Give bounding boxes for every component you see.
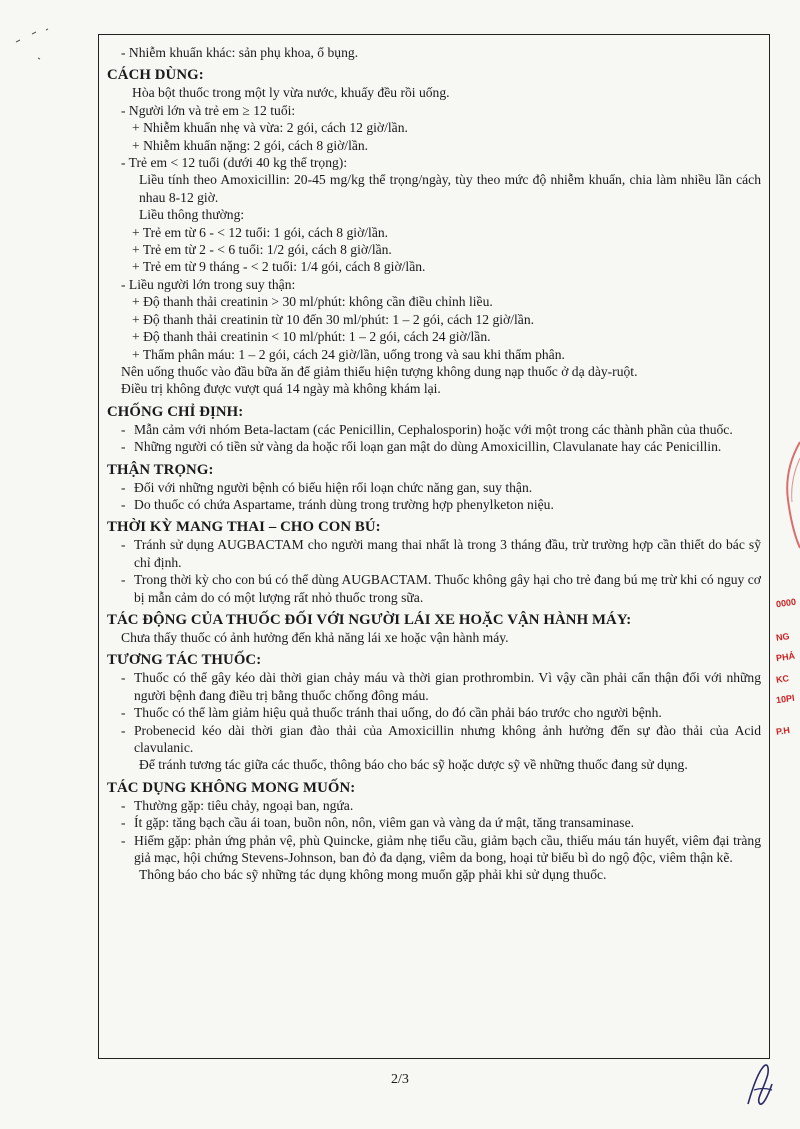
signature-icon [742,1060,778,1110]
list-item: - Tránh sử dụng AUGBACTAM cho người mang thai nhất là trong 3 tháng đầu, trừ trường hợp cần thiết do bác sỹ chỉ định. [121,537,761,570]
section-tac-dung-phu [107,779,761,884]
section-title: TƯƠNG TÁC THUỐC: [107,652,262,669]
text-line: Nên uống thuốc vào đầu bữa ăn để giảm thiểu hiện tượng không dung nạp thuốc ở dạ dày-ruột. [121,363,638,379]
list-item: - Thuốc có thể gây kéo dài thời gian chảy máu và thời gian prothrombin. Vì vậy cần phải cẩn thận đối với những người bệnh đang điều trị bằng thuốc chống đông máu. [121,670,761,703]
text-line: + Trẻ em từ 2 - < 6 tuổi: 1/2 gói, cách 8 giờ/lần. [132,242,392,258]
list-item: - Mẫn cảm với nhóm Beta-lactam (các Penicillin, Cephalosporin) hoặc với một trong các thành phần của thuốc. [121,421,733,437]
note-line: Thông báo cho bác sỹ những tác dụng không mong muốn gặp phải khi sử dụng thuốc. [139,867,607,883]
text-line: - Trẻ em < 12 tuổi (dưới 40 kg thể trọng): [121,155,348,171]
section-than-trong [107,461,761,514]
section-title: CÁCH DÙNG: [107,67,204,84]
stamp-text: 10PI [775,692,796,706]
list-item: - Ít gặp: tăng bạch cầu ái toan, buồn nôn, nôn, viêm gan và vàng da ứ mật, tăng transaminase. [121,815,634,831]
document-frame [98,34,770,1059]
section-title: TÁC DỤNG KHÔNG MONG MUỐN: [107,779,356,796]
text-line: + Trẻ em từ 9 tháng - < 2 tuổi: 1/4 gói, cách 8 giờ/lần. [132,259,426,275]
text-line: - Người lớn và trẻ em ≥ 12 tuổi: [121,102,296,118]
section-title: THẬN TRỌNG: [107,461,214,478]
stamp-text: P.H [775,725,791,737]
list-item: - Do thuốc có chứa Aspartame, tránh dùng trong trường hợp phenylketon niệu. [121,496,554,512]
section-mang-thai [107,518,761,606]
text-line: Hòa bột thuốc trong một ly vừa nước, khuấy đều rồi uống. [132,85,450,101]
text-line: Chưa thấy thuốc có ảnh hưởng đến khả năng lái xe hoặc vận hành máy. [121,629,509,645]
text-line: + Độ thanh thải creatinin từ 10 đến 30 ml/phút: 1 – 2 gói, cách 12 giờ/lần. [132,311,535,327]
list-item: - Probenecid kéo dài thời gian đào thải của Amoxicillin nhưng không ảnh hưởng đến sự đào thải của Acid clavulanic. [121,722,761,755]
text-line: + Độ thanh thải creatinin > 30 ml/phút: không cần điều chỉnh liều. [132,294,493,310]
section-title: CHỐNG CHỈ ĐỊNH: [107,403,244,420]
stamp-text: 0000 [775,596,797,610]
text-line: Điều trị không được vượt quá 14 ngày mà không khám lại. [121,381,441,397]
note-line: Để tránh tương tác giữa các thuốc, thông báo cho bác sỹ hoặc dược sỹ về những thuốc đang sử dụng. [139,757,688,773]
text-line: - Liều người lớn trong suy thận: [121,276,296,292]
intro-line: - Nhiễm khuẩn khác: sản phụ khoa, ổ bụng. [121,45,359,60]
list-item: - Đối với những người bệnh có biểu hiện rối loạn chức năng gan, suy thận. [121,479,533,495]
text-line: Liều thông thường: [139,207,245,223]
scan-speck [14,28,54,73]
stamp-text: KC [775,673,790,685]
text-line: + Trẻ em từ 6 - < 12 tuổi: 1 gói, cách 8 giờ/lần. [132,224,389,240]
list-item: - Hiếm gặp: phản ứng phản vệ, phù Quincke, giảm nhẹ tiểu cầu, giảm bạch cầu, thiếu máu tán huyết, viêm đại tràng giả mạc, hội chứng Stevens-Johnson, ban đỏ đa dạng, viêm da bong, hoại tử biểu bì do ngộ độc, viêm thận kẽ. [121,832,761,866]
page-number: 2/3 [391,1072,409,1087]
list-item: - Thuốc có thể làm giảm hiệu quả thuốc tránh thai uống, do đó cần phải báo trước cho người bệnh. [121,705,662,721]
list-item: - Những người có tiền sử vàng da hoặc rối loạn gan mật do dùng Amoxicillin, Clavulanate hay các Penicillin. [121,439,722,455]
list-item: - Trong thời kỳ cho con bú có thể dùng AUGBACTAM. Thuốc không gây hại cho trẻ đang bú mẹ trừ khi có nguy cơ bị mẫn cảm do có một lượng rất nhỏ thuốc trong sữa. [121,572,761,605]
section-title: TÁC ĐỘNG CỦA THUỐC ĐỐI VỚI NGƯỜI LÁI XE HOẶC VẬN HÀNH MÁY: [107,611,632,628]
section-cach-dung [107,66,761,397]
text-line: + Nhiễm khuẩn nặng: 2 gói, cách 8 giờ/lần. [132,137,369,153]
section-tuong-tac [107,651,761,773]
section-lai-xe [107,611,761,646]
text-line: Liều tính theo Amoxicillin: 20-45 mg/kg thể trọng/ngày, tùy theo mức độ nhiễm khuẩn, chia làm nhiều lần cách nhau 8-12 giờ. [139,172,761,205]
stamp-text: NG [775,631,791,643]
text-line: + Độ thanh thải creatinin < 10 ml/phút: 1 – 2 gói, cách 24 giờ/lần. [132,329,491,345]
stamp-text: PHẢ [775,650,796,664]
section-title: THỜI KỲ MANG THAI – CHO CON BÚ: [107,519,381,536]
text-line: + Nhiễm khuẩn nhẹ và vừa: 2 gói, cách 12 giờ/lần. [132,120,408,136]
list-item: - Thường gặp: tiêu chảy, ngoại ban, ngứa. [121,797,354,813]
stamp-arc-icon [778,440,800,550]
section-chong-chi-dinh [107,403,761,456]
text-line: + Thẩm phân máu: 1 – 2 gói, cách 24 giờ/lần, uống trong và sau khi thẩm phân. [132,346,565,362]
